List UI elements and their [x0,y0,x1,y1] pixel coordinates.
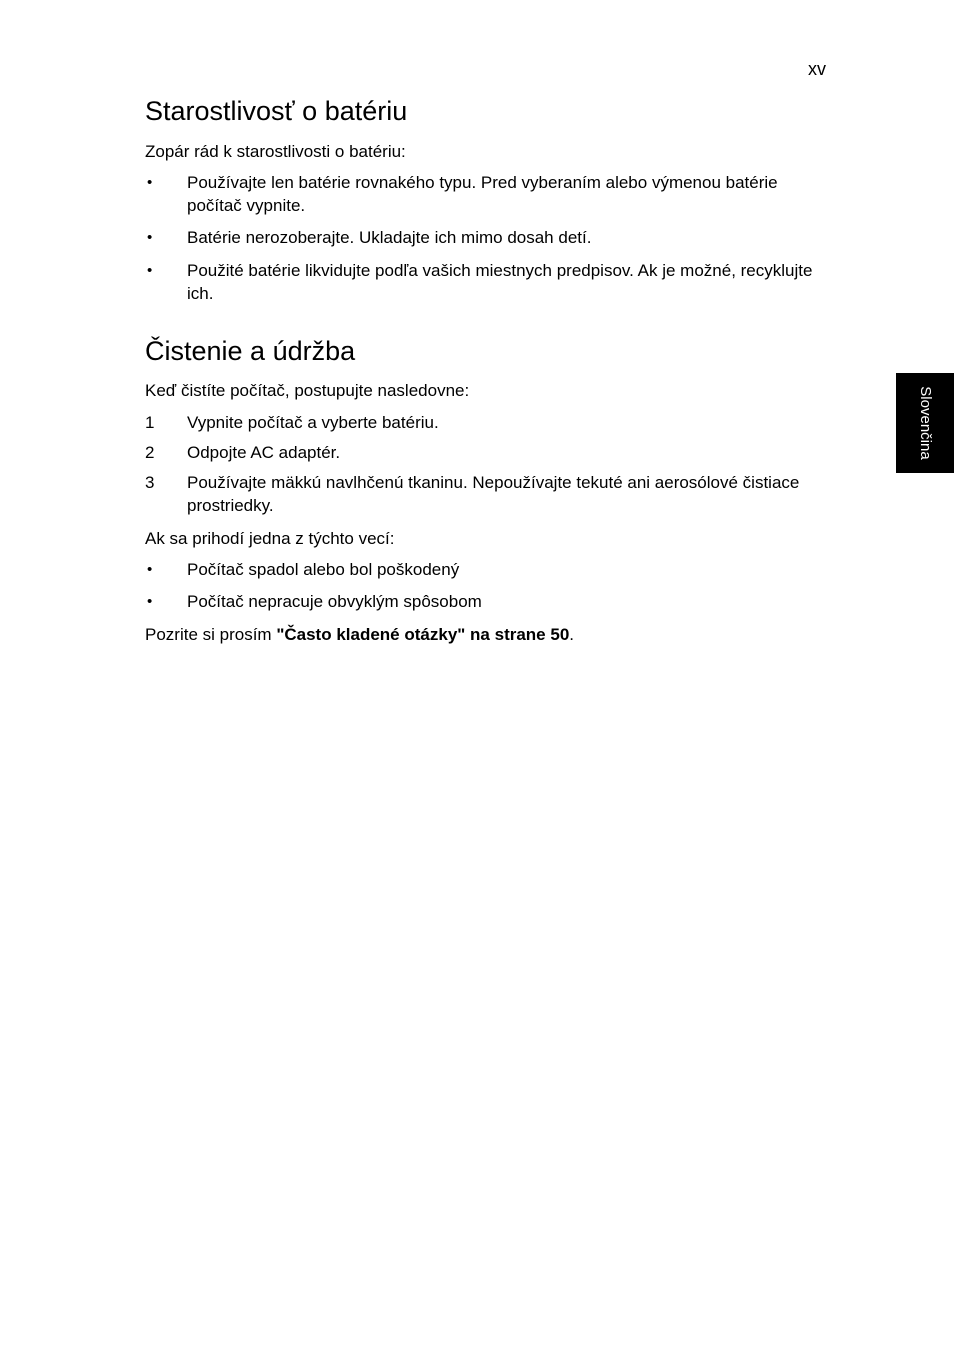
step-number: 2 [145,443,155,462]
page-number: xv [808,59,826,79]
cleaning-intro: Keď čistíte počítač, postupujte nasledovne: [145,381,470,400]
problem-list-item [145,590,835,613]
bullet-icon: • [147,229,153,246]
bullet-icon: • [147,561,153,578]
step-text: Odpojte AC adaptér. [187,443,341,462]
battery-list-item-text: Batérie nerozoberajte. Ukladajte ich mimo dosah detí. [187,228,592,247]
language-tab-label: Slovenčina [917,386,934,460]
faq-reference [145,623,835,646]
faq-reference-suffix: . [569,625,575,644]
battery-list-item-text: Používajte len batérie rovnakého typu. Pred vyberaním alebo výmenou batérie počítač vypnite. [187,173,778,215]
battery-section-title: Starostlivosť o batériu [145,96,408,126]
cleaning-step [145,441,835,464]
problem-intro: Ak sa prihodí jedna z týchto vecí: [145,529,395,548]
battery-list-item [145,226,835,249]
battery-intro: Zopár rád k starostlivosti o batériu: [145,142,406,161]
cleaning-step [145,471,835,517]
battery-list-item-text: Použité batérie likvidujte podľa vašich miestnych predpisov. Ak je možné, recyklujte ich. [187,261,813,303]
cleaning-section-title: Čistenie a údržba [145,336,356,366]
step-text: Vypnite počítač a vyberte batériu. [187,413,439,432]
bullet-icon: • [147,262,153,279]
cleaning-step [145,411,835,434]
problem-list-item-text: Počítač spadol alebo bol poškodený [187,560,460,579]
problem-list-item [145,558,835,581]
bullet-icon: • [147,174,153,191]
faq-reference-prefix: Pozrite si prosím [145,625,277,644]
faq-reference-link[interactable]: "Často kladené otázky" na strane 50 [276,625,570,644]
language-tab [896,373,954,473]
problem-list-item-text: Počítač nepracuje obvyklým spôsobom [187,592,482,611]
step-number: 3 [145,473,155,492]
battery-list-item [145,171,835,217]
step-text: Používajte mäkkú navlhčenú tkaninu. Nepoužívajte tekuté ani aerosólové čistiace prostriedky. [187,473,800,515]
bullet-icon: • [147,593,153,610]
battery-list-item [145,259,835,305]
step-number: 1 [145,413,155,432]
